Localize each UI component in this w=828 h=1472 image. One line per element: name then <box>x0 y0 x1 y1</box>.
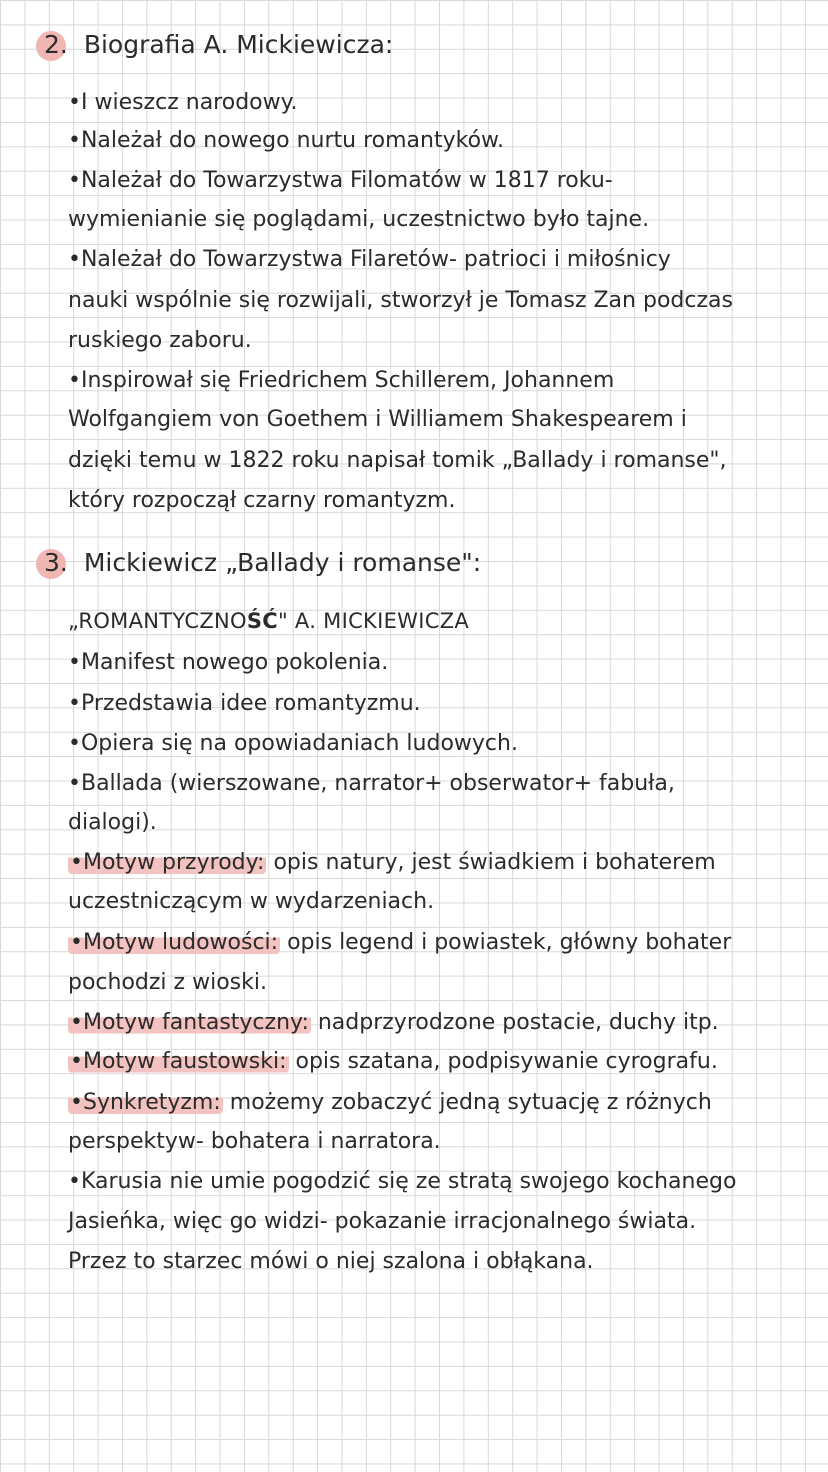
motif-line <box>68 1008 719 1038</box>
section-3-heading <box>40 548 481 578</box>
motif-text: opis legend i powiastek, główny bohater <box>280 930 732 955</box>
section-3-number: 3. <box>40 548 72 578</box>
subtitle-bold-part: ŚĆ <box>246 609 278 633</box>
s2-line: •Należał do Towarzystwa Filomatów w 1817 roku- <box>68 168 613 193</box>
motif-text: możemy zobaczyć jedną sytuację z różnych <box>222 1090 712 1115</box>
s3-line: •Ballada (wierszowane, narrator+ obserwator+ fabuła, <box>68 771 675 796</box>
motif-text: pochodzi z wioski. <box>68 970 267 995</box>
motif-line <box>68 1088 712 1118</box>
motif-text: nadprzyrodzone postacie, duchy itp. <box>310 1010 719 1035</box>
section-2-title: Biografia A. Mickiewicza: <box>83 30 394 59</box>
motif-label: •Motyw faustowski: <box>70 1049 287 1074</box>
s3-closing-line: Jasieńka, więc go widzi- pokazanie irracjonalnego świata. <box>68 1209 697 1234</box>
section-2-heading <box>40 30 393 60</box>
motif-line <box>68 968 267 998</box>
s2-line: •Należał do nowego nurtu romantyków. <box>68 128 505 153</box>
s2-line: który rozpoczął czarny romantyzm. <box>68 488 456 513</box>
s3-line: dialogi). <box>68 810 157 835</box>
motif-label: •Synkretyzm: <box>70 1090 221 1115</box>
motif-text: opis szatana, podpisywanie cyrografu. <box>288 1049 718 1074</box>
motif-text: perspektyw- bohatera i narratora. <box>68 1129 441 1154</box>
s2-line: nauki wspólnie się rozwijali, stworzył je Tomasz Zan podczas <box>68 288 733 313</box>
section-3-subtitle <box>68 606 469 636</box>
motif-line <box>68 928 731 958</box>
section-2-number: 2. <box>40 30 72 60</box>
s2-line: Wolfgangiem von Goethem i Williamem Shakespearem i <box>68 407 687 432</box>
s3-line: •Opiera się na opowiadaniach ludowych. <box>68 731 518 756</box>
s2-line: •Należał do Towarzystwa Filaretów- patrioci i miłośnicy <box>68 247 671 272</box>
s2-line: wymienianie się poglądami, uczestnictwo było tajne. <box>68 207 650 232</box>
s2-line: ruskiego zaboru. <box>68 328 252 353</box>
s2-line: •Inspirował się Friedrichem Schillerem, Johannem <box>68 368 615 393</box>
s3-line: •Przedstawia idee romantyzmu. <box>68 691 421 716</box>
subtitle-part: " A. MICKIEWICZA <box>277 609 470 633</box>
subtitle-part: „ROMANTYCZNO <box>68 609 247 633</box>
motif-text: opis natury, jest świadkiem i bohaterem <box>266 850 716 875</box>
s3-line: •Manifest nowego pokolenia. <box>68 650 389 675</box>
section-3-title: Mickiewicz „Ballady i romanse": <box>83 548 482 577</box>
motif-line <box>68 848 716 878</box>
s2-line: dzięki temu w 1822 roku napisał tomik „Ballady i romanse", <box>68 448 727 473</box>
motif-line <box>68 887 434 917</box>
motif-label: •Motyw fantastyczny: <box>70 1010 309 1035</box>
s3-closing-line: •Karusia nie umie pogodzić się ze stratą swojego kochanego <box>68 1169 737 1194</box>
s2-line: •I wieszcz narodowy. <box>68 90 298 115</box>
motif-label: •Motyw przyrody: <box>70 850 265 875</box>
s3-closing-line: Przez to starzec mówi o niej szalona i obłąkana. <box>68 1249 594 1274</box>
motif-text: uczestniczącym w wydarzeniach. <box>68 889 435 914</box>
motif-line <box>68 1127 441 1157</box>
motif-label: •Motyw ludowości: <box>70 930 279 955</box>
motif-line <box>68 1047 718 1077</box>
